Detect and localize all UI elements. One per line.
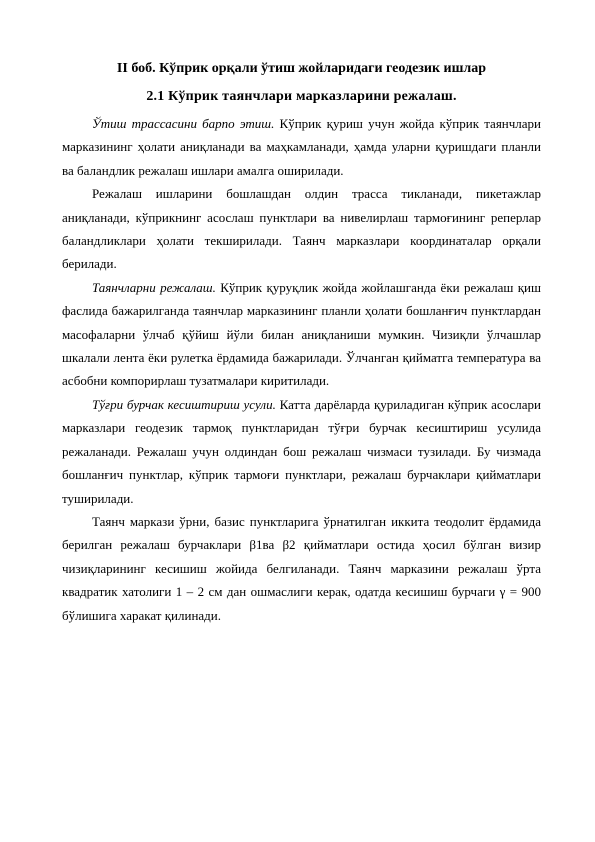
paragraph-theodolites (62, 510, 541, 627)
paragraph-preparation (62, 182, 541, 276)
paragraph-text: Катта дарёларда қуриладиган кўприк асослари марказлари геодезик тармоқ пунктларидан тўғри бурчак кесиштириш усулида режаланади. Режалаш учун олдиндан бош режалаш чизмаси тузилади. Бу чизмада бошланғич пунктлар, кўприк тармоғи пунктлари, режалаш бурчаклари қийматлари туширилади. (62, 396, 541, 506)
paragraph-text: Таянч маркази ўрни, базис пунктларига ўрнатилган иккита теодолит ёрдамида берилган режалаш бурчаклари β1ва β2 қийматлари остида ҳосил бўлган визир чизиқларининг кесишиш жойида белгиланади. Таянч марказини режалаш ўрта квадратик хатолиги 1 – 2 см дан ошмаслиги керак, одатда кесишиш бурчаги γ = 900 бўлишига харакат қилинади. (62, 513, 541, 623)
document-body (62, 56, 541, 627)
paragraph-supports-layout (62, 276, 541, 393)
paragraph-intersection-method (62, 393, 541, 510)
paragraph-text: Режалаш ишларини бошлашдан олдин трасса тикланади, пикетажлар аниқланади, кўприкнинг асослаш пунктлари ва нивелирлаш тармоғининг реперлар баландликлари ҳолати текширилади. Таянч марказлари координаталар орқали берилади. (62, 186, 541, 272)
paragraph-lead: Ўтиш трассасини барпо этиш. (92, 116, 275, 131)
paragraph-lead: Таянчларни режалаш. (92, 279, 216, 295)
paragraph-lead: Тўғри бурчак кесиштириш усули. (92, 396, 276, 412)
paragraph-text: Кўприк қуриш учун жойда кўприк таянчлари марказининг ҳолати аниқланади ва маҳкамланади, ҳамда уларни қуришдаги планли ва баландлик режалаш ишлари амалга оширилади. (62, 116, 542, 178)
chapter-title: II боб. Кўприк орқали ўтиш жойларидаги геодезик ишлар (116, 61, 487, 76)
paragraph-route-setup (62, 112, 541, 182)
paragraph-text: Кўприк қуруқлик жойда жойлашганда ёки режалаш қиш фаслида бажарилганда таянчлар марказининг планли ҳолати бошланғич пунктлардан масофаларни ўлчаб қўйиш йўли билан аниқланиши мумкин. Чизиқли ўлчашлар шкалали лента ёки рулетка ёрдамида бажарилади. Ўлчанган қийматга температура ва асбобни компорирлаш тузатмалари киритилади. (62, 279, 541, 389)
section-title: 2.1 Кўприк таянчлари марказларини режалаш. (146, 89, 457, 104)
